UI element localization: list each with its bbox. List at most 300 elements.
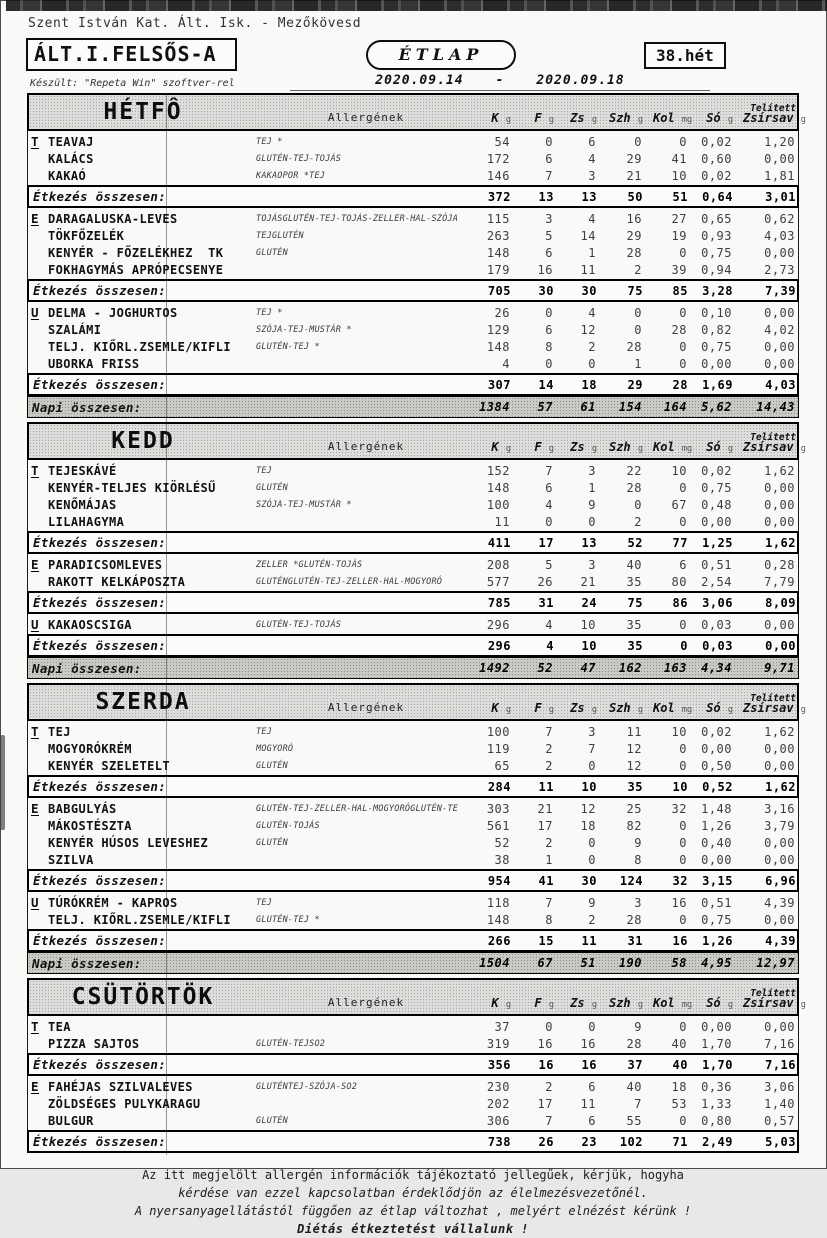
value-so: 1,70 bbox=[701, 1036, 732, 1051]
value-k: 303 bbox=[486, 801, 510, 816]
scan-noise-band bbox=[6, 0, 827, 11]
total-value-kol: 77 bbox=[672, 535, 688, 550]
daily-value-kol: 58 bbox=[671, 956, 687, 970]
daily-value-k: 1504 bbox=[479, 956, 510, 970]
dish-name: LILAHAGYMA bbox=[48, 514, 125, 529]
value-zs: 4 bbox=[588, 211, 596, 226]
value-k: 118 bbox=[486, 895, 510, 910]
daily-value-szh: 154 bbox=[618, 400, 642, 414]
daily-value-szh: 190 bbox=[618, 956, 642, 970]
col-header-tzs: Telített Zsírsav g bbox=[743, 693, 806, 715]
meal-letter: U bbox=[31, 305, 39, 320]
total-value-k: 411 bbox=[487, 535, 511, 550]
value-kol: 0 bbox=[679, 356, 687, 371]
meal-letter: E bbox=[31, 557, 39, 572]
menu-row bbox=[28, 150, 798, 167]
total-value-tzs: 7,39 bbox=[765, 283, 796, 298]
dish-name: BABGULYÁS bbox=[48, 801, 117, 816]
col-header-zs: Zs g bbox=[570, 111, 597, 125]
total-value-kol: 51 bbox=[672, 189, 688, 204]
value-kol: 0 bbox=[679, 835, 687, 850]
menu-row bbox=[28, 851, 798, 868]
value-szh: 55 bbox=[626, 1113, 642, 1128]
dish-name: DARAGALUSKA-LEVES bbox=[48, 211, 178, 226]
value-k: 100 bbox=[486, 724, 510, 739]
value-so: 0,02 bbox=[701, 724, 732, 739]
value-tzs: 0,00 bbox=[764, 617, 795, 632]
value-szh: 28 bbox=[626, 480, 642, 495]
dish-allergens: ZELLER *GLUTÉN-TOJÁS bbox=[256, 559, 363, 570]
value-zs: 0 bbox=[588, 1019, 596, 1034]
total-value-k: 284 bbox=[487, 779, 511, 794]
meal-total-row bbox=[27, 929, 799, 952]
total-value-k: 372 bbox=[487, 189, 511, 204]
total-value-f: 31 bbox=[538, 595, 554, 610]
menu-row bbox=[28, 723, 798, 740]
daily-value-f: 57 bbox=[537, 400, 553, 414]
col-header-k: K g bbox=[491, 440, 511, 454]
footer-notes bbox=[27, 1166, 799, 1238]
col-header-so: Só g bbox=[706, 440, 733, 454]
col-header-zs: Zs g bbox=[570, 440, 597, 454]
value-kol: 27 bbox=[671, 211, 687, 226]
value-k: 148 bbox=[486, 480, 510, 495]
total-value-zs: 10 bbox=[581, 638, 597, 653]
total-value-tzs: 7,16 bbox=[765, 1057, 796, 1072]
value-kol: 41 bbox=[671, 151, 687, 166]
meal-rows bbox=[27, 554, 799, 591]
meal-total-label: Étkezés összesen: bbox=[33, 873, 167, 888]
total-value-szh: 75 bbox=[627, 283, 643, 298]
meal-total-row bbox=[27, 185, 799, 208]
value-so: 0,00 bbox=[701, 852, 732, 867]
total-value-zs: 18 bbox=[581, 377, 597, 392]
menu-row bbox=[28, 911, 798, 928]
value-tzs: 3,79 bbox=[764, 818, 795, 833]
total-value-szh: 50 bbox=[627, 189, 643, 204]
daily-value-zs: 51 bbox=[580, 956, 596, 970]
value-kol: 0 bbox=[679, 818, 687, 833]
value-k: 148 bbox=[486, 912, 510, 927]
col-header-tzs: Telített Zsírsav g bbox=[743, 988, 806, 1010]
value-so: 0,00 bbox=[701, 1019, 732, 1034]
menu-row bbox=[28, 210, 798, 227]
dish-name: MOGYORÓKRÉM bbox=[48, 741, 132, 756]
value-so: 0,75 bbox=[701, 339, 732, 354]
value-f: 6 bbox=[545, 245, 553, 260]
value-szh: 11 bbox=[626, 724, 642, 739]
day-header bbox=[27, 978, 806, 1016]
dish-allergens: TOJÁSGLUTÉN-TEJ-TOJÁS-ZELLER-HAL-SZÓJA bbox=[256, 213, 459, 224]
dish-allergens: TEJ * bbox=[256, 136, 283, 147]
value-tzs: 1,81 bbox=[764, 168, 795, 183]
value-kol: 19 bbox=[671, 228, 687, 243]
col-header-szh: Szh g bbox=[608, 701, 643, 715]
day-total-row bbox=[27, 657, 799, 679]
menu-row bbox=[28, 834, 798, 851]
daily-value-tzs: 14,43 bbox=[756, 400, 795, 414]
total-value-kol: 40 bbox=[672, 1057, 688, 1072]
allergens-column-header: Allergének bbox=[327, 440, 405, 453]
value-f: 7 bbox=[545, 895, 553, 910]
value-kol: 80 bbox=[671, 574, 687, 589]
class-name: ÁLT.I.FELSŐS-A bbox=[34, 42, 217, 66]
menu-row bbox=[28, 304, 798, 321]
meal-total-label: Étkezés összesen: bbox=[33, 1057, 167, 1072]
value-k: 115 bbox=[486, 211, 510, 226]
menu-row bbox=[28, 1035, 798, 1052]
menu-row bbox=[28, 261, 798, 278]
meal-total-row bbox=[27, 869, 799, 892]
total-value-zs: 13 bbox=[581, 535, 597, 550]
value-k: 119 bbox=[486, 741, 510, 756]
value-k: 296 bbox=[486, 617, 510, 632]
menu-row bbox=[28, 616, 798, 633]
value-tzs: 4,39 bbox=[764, 895, 795, 910]
value-f: 2 bbox=[545, 1079, 553, 1094]
total-value-zs: 10 bbox=[581, 779, 597, 794]
allergens-column-header: Allergének bbox=[327, 701, 405, 714]
value-f: 16 bbox=[537, 1036, 553, 1051]
meal-rows bbox=[27, 798, 799, 869]
dish-name: SZILVA bbox=[48, 852, 94, 867]
value-szh: 28 bbox=[626, 1036, 642, 1051]
total-value-so: 1,70 bbox=[702, 1057, 733, 1072]
value-k: 306 bbox=[486, 1113, 510, 1128]
value-f: 17 bbox=[537, 818, 553, 833]
value-szh: 16 bbox=[626, 211, 642, 226]
menu-row bbox=[28, 740, 798, 757]
dish-name: TELJ. KIŐRL.ZSEMLE/KIFLI bbox=[48, 912, 231, 927]
dish-name: TEA bbox=[48, 1019, 71, 1034]
value-tzs: 0,62 bbox=[764, 211, 795, 226]
total-value-szh: 35 bbox=[627, 779, 643, 794]
total-value-tzs: 1,62 bbox=[765, 535, 796, 550]
dish-allergens: GLUTÉN bbox=[256, 760, 288, 771]
menu-row bbox=[28, 1095, 798, 1112]
dish-allergens: TEJ bbox=[256, 726, 272, 737]
value-szh: 12 bbox=[626, 741, 642, 756]
value-k: 561 bbox=[486, 818, 510, 833]
value-tzs: 0,00 bbox=[764, 356, 795, 371]
dish-allergens: GLUTÉN-TEJSO2 bbox=[256, 1038, 326, 1049]
daily-value-k: 1492 bbox=[479, 661, 510, 675]
total-value-f: 17 bbox=[538, 535, 554, 550]
total-value-so: 3,15 bbox=[702, 873, 733, 888]
value-szh: 29 bbox=[626, 228, 642, 243]
total-value-szh: 35 bbox=[627, 638, 643, 653]
value-zs: 11 bbox=[580, 262, 596, 277]
meal-letter: T bbox=[31, 134, 39, 149]
value-so: 0,93 bbox=[701, 228, 732, 243]
dish-name: KAKAÓ bbox=[48, 168, 87, 183]
date-range bbox=[290, 73, 710, 91]
value-szh: 28 bbox=[626, 245, 642, 260]
value-f: 2 bbox=[545, 835, 553, 850]
meal-letter: T bbox=[31, 724, 39, 739]
value-kol: 0 bbox=[679, 852, 687, 867]
total-value-k: 954 bbox=[487, 873, 511, 888]
total-value-tzs: 4,03 bbox=[765, 377, 796, 392]
value-zs: 3 bbox=[588, 168, 596, 183]
meal-total-label: Étkezés összesen: bbox=[33, 1134, 167, 1149]
value-tzs: 0,00 bbox=[764, 245, 795, 260]
value-k: 4 bbox=[502, 356, 510, 371]
dish-name: KENYÉR SZELETELT bbox=[48, 758, 170, 773]
dish-allergens: GLUTÉN bbox=[256, 482, 288, 493]
day-name: KEDD bbox=[111, 428, 175, 454]
value-tzs: 0,00 bbox=[764, 835, 795, 850]
value-so: 0,02 bbox=[701, 463, 732, 478]
total-value-so: 3,28 bbox=[702, 283, 733, 298]
daily-value-so: 4,95 bbox=[701, 956, 732, 970]
day-header bbox=[27, 93, 806, 131]
value-tzs: 0,00 bbox=[764, 514, 795, 529]
value-szh: 0 bbox=[634, 497, 642, 512]
col-header-kol: Kol mg bbox=[653, 440, 693, 454]
value-kol: 0 bbox=[679, 245, 687, 260]
value-tzs: 2,73 bbox=[764, 262, 795, 277]
footer-note-allergens: Az itt megjelölt allergén információk tájékoztató jellegűek, kérjük, hogyha bbox=[142, 1168, 684, 1182]
menu-content bbox=[27, 93, 806, 1238]
total-value-f: 15 bbox=[538, 933, 554, 948]
dish-name: PIZZA SAJTOS bbox=[48, 1036, 140, 1051]
value-szh: 0 bbox=[634, 322, 642, 337]
dish-allergens: KAKAOPOR *TEJ bbox=[256, 170, 326, 181]
total-value-f: 41 bbox=[538, 873, 554, 888]
total-value-kol: 28 bbox=[672, 377, 688, 392]
value-k: 11 bbox=[494, 514, 510, 529]
col-header-so: Só g bbox=[706, 111, 733, 125]
total-value-zs: 11 bbox=[581, 933, 597, 948]
value-zs: 3 bbox=[588, 463, 596, 478]
value-tzs: 4,02 bbox=[764, 322, 795, 337]
value-so: 0,94 bbox=[701, 262, 732, 277]
value-kol: 18 bbox=[671, 1079, 687, 1094]
meal-letter: U bbox=[31, 617, 39, 632]
total-value-tzs: 0,00 bbox=[765, 638, 796, 653]
value-kol: 0 bbox=[679, 1019, 687, 1034]
value-tzs: 3,16 bbox=[764, 801, 795, 816]
value-szh: 22 bbox=[626, 463, 642, 478]
value-zs: 12 bbox=[580, 322, 596, 337]
total-value-tzs: 6,96 bbox=[765, 873, 796, 888]
dish-name: KENYÉR-TELJES KIÖRLÉSŰ bbox=[48, 480, 216, 495]
allergens-column-header: Allergének bbox=[327, 996, 405, 1009]
dish-allergens: TEJ bbox=[256, 465, 272, 476]
meal-total-row bbox=[27, 634, 799, 657]
value-k: 129 bbox=[486, 322, 510, 337]
dish-allergens: GLUTÉN-TEJ * bbox=[256, 341, 320, 352]
day-header bbox=[27, 683, 806, 721]
meal-total-row bbox=[27, 775, 799, 798]
day-name: HÉTFÔ bbox=[103, 99, 183, 125]
menu-row bbox=[28, 817, 798, 834]
meal-total-row bbox=[27, 373, 799, 396]
week-label: 38.hét bbox=[656, 46, 714, 65]
total-value-kol: 10 bbox=[672, 779, 688, 794]
meal-total-label: Étkezés összesen: bbox=[33, 595, 167, 610]
value-zs: 16 bbox=[580, 1036, 596, 1051]
total-value-szh: 102 bbox=[619, 1134, 643, 1149]
value-so: 0,00 bbox=[701, 741, 732, 756]
value-zs: 0 bbox=[588, 356, 596, 371]
col-header-f: F g bbox=[534, 111, 554, 125]
total-value-so: 1,26 bbox=[702, 933, 733, 948]
total-value-zs: 16 bbox=[581, 1057, 597, 1072]
value-tzs: 4,03 bbox=[764, 228, 795, 243]
total-value-zs: 24 bbox=[581, 595, 597, 610]
value-szh: 21 bbox=[626, 168, 642, 183]
value-szh: 9 bbox=[634, 835, 642, 850]
dish-name: KALÁCS bbox=[48, 151, 94, 166]
value-szh: 82 bbox=[626, 818, 642, 833]
dish-name: MÁKOSTÉSZTA bbox=[48, 818, 132, 833]
day-total-label: Napi összesen: bbox=[32, 399, 142, 415]
daily-value-so: 4,34 bbox=[701, 661, 732, 675]
dish-name: PARADICSOMLEVES bbox=[48, 557, 163, 572]
value-zs: 11 bbox=[580, 1096, 596, 1111]
value-f: 0 bbox=[545, 356, 553, 371]
value-szh: 3 bbox=[634, 895, 642, 910]
value-so: 0,02 bbox=[701, 168, 732, 183]
school-name: Szent István Kat. Ált. Isk. - Mezőkövesd bbox=[28, 16, 362, 31]
value-szh: 2 bbox=[634, 262, 642, 277]
dish-name: ZÖLDSÉGES PULYKARAGU bbox=[48, 1096, 201, 1111]
value-zs: 14 bbox=[580, 228, 596, 243]
value-zs: 9 bbox=[588, 895, 596, 910]
value-f: 7 bbox=[545, 168, 553, 183]
value-so: 0,82 bbox=[701, 322, 732, 337]
value-tzs: 0,57 bbox=[764, 1113, 795, 1128]
col-header-so: Só g bbox=[706, 701, 733, 715]
meal-total-row bbox=[27, 279, 799, 302]
value-kol: 0 bbox=[679, 339, 687, 354]
dish-name: KENŐMÁJAS bbox=[48, 497, 117, 512]
meal-rows bbox=[27, 460, 799, 531]
value-zs: 2 bbox=[588, 912, 596, 927]
value-szh: 40 bbox=[626, 1079, 642, 1094]
value-zs: 6 bbox=[588, 1113, 596, 1128]
value-so: 0,50 bbox=[701, 758, 732, 773]
value-so: 1,26 bbox=[701, 818, 732, 833]
meal-letter: U bbox=[31, 895, 39, 910]
value-k: 172 bbox=[486, 151, 510, 166]
dish-name: TEJ bbox=[48, 724, 71, 739]
menu-row bbox=[28, 573, 798, 590]
col-header-kol: Kol mg bbox=[653, 111, 693, 125]
dish-name: KENYÉR - FŐZELÉKHEZ TK bbox=[48, 245, 224, 260]
meal-total-label: Étkezés összesen: bbox=[33, 933, 167, 948]
value-tzs: 0,00 bbox=[764, 151, 795, 166]
dish-name: FAHÉJAS SZILVALEVES bbox=[48, 1079, 193, 1094]
value-tzs: 1,62 bbox=[764, 724, 795, 739]
value-f: 1 bbox=[545, 852, 553, 867]
total-value-kol: 16 bbox=[672, 933, 688, 948]
value-kol: 0 bbox=[679, 758, 687, 773]
value-so: 0,40 bbox=[701, 835, 732, 850]
total-value-so: 2,49 bbox=[702, 1134, 733, 1149]
value-k: 100 bbox=[486, 497, 510, 512]
menu-row bbox=[28, 338, 798, 355]
value-k: 37 bbox=[494, 1019, 510, 1034]
menu-row bbox=[28, 1078, 798, 1095]
col-header-tzs: Telített Zsírsav g bbox=[743, 103, 806, 125]
value-zs: 4 bbox=[588, 305, 596, 320]
total-value-f: 30 bbox=[538, 283, 554, 298]
dish-allergens: GLUTÉN bbox=[256, 247, 288, 258]
value-kol: 53 bbox=[671, 1096, 687, 1111]
col-header-line1: Telített bbox=[750, 693, 796, 704]
menu-row bbox=[28, 556, 798, 573]
value-tzs: 0,00 bbox=[764, 305, 795, 320]
value-tzs: 1,20 bbox=[764, 134, 795, 149]
value-f: 7 bbox=[545, 463, 553, 478]
total-value-szh: 37 bbox=[627, 1057, 643, 1072]
value-so: 0,10 bbox=[701, 305, 732, 320]
value-f: 0 bbox=[545, 305, 553, 320]
meal-rows bbox=[27, 892, 799, 929]
meal-letter: T bbox=[31, 1019, 39, 1034]
menu-row bbox=[28, 244, 798, 261]
total-value-tzs: 5,03 bbox=[765, 1134, 796, 1149]
dish-allergens: GLUTÉNGLUTÉN-TEJ-ZELLER-HAL-MOGYORÓ bbox=[256, 576, 443, 587]
daily-value-k: 1384 bbox=[479, 400, 510, 414]
meal-letter: E bbox=[31, 211, 39, 226]
value-k: 148 bbox=[486, 339, 510, 354]
value-kol: 10 bbox=[671, 168, 687, 183]
value-kol: 0 bbox=[679, 305, 687, 320]
col-header-f: F g bbox=[534, 440, 554, 454]
value-szh: 35 bbox=[626, 574, 642, 589]
day-total-label: Napi összesen: bbox=[32, 660, 142, 676]
value-so: 0,75 bbox=[701, 912, 732, 927]
allergens-column-header: Allergének bbox=[327, 111, 405, 124]
total-value-f: 26 bbox=[538, 1134, 554, 1149]
total-value-szh: 31 bbox=[627, 933, 643, 948]
software-credit: Készült: "Repeta Win" szoftver-rel bbox=[30, 78, 235, 89]
value-zs: 12 bbox=[580, 801, 596, 816]
dish-name: FOKHAGYMÁS APRÓPECSENYE bbox=[48, 262, 224, 277]
value-tzs: 0,00 bbox=[764, 339, 795, 354]
value-szh: 1 bbox=[634, 356, 642, 371]
daily-value-kol: 164 bbox=[663, 400, 687, 414]
value-so: 1,48 bbox=[701, 801, 732, 816]
dish-allergens: TEJGLUTÉN bbox=[256, 230, 304, 241]
dish-allergens: SZÓJA-TEJ-MUSTÁR * bbox=[256, 324, 352, 335]
value-tzs: 0,00 bbox=[764, 497, 795, 512]
value-so: 0,75 bbox=[701, 245, 732, 260]
meal-total-row bbox=[27, 531, 799, 554]
total-value-kol: 86 bbox=[672, 595, 688, 610]
value-kol: 6 bbox=[679, 557, 687, 572]
value-f: 0 bbox=[545, 514, 553, 529]
value-zs: 2 bbox=[588, 339, 596, 354]
day-total-label: Napi összesen: bbox=[32, 955, 142, 971]
value-szh: 7 bbox=[634, 1096, 642, 1111]
value-kol: 0 bbox=[679, 134, 687, 149]
value-szh: 0 bbox=[634, 305, 642, 320]
value-szh: 8 bbox=[634, 852, 642, 867]
day-name: CSÜTÖRTÖK bbox=[71, 984, 215, 1010]
total-value-so: 0,03 bbox=[702, 638, 733, 653]
value-k: 152 bbox=[486, 463, 510, 478]
value-szh: 12 bbox=[626, 758, 642, 773]
meal-rows bbox=[27, 131, 799, 185]
meal-rows bbox=[27, 1076, 799, 1130]
dish-name: TELJ. KIŐRL.ZSEMLE/KIFLI bbox=[48, 339, 231, 354]
value-zs: 18 bbox=[580, 818, 596, 833]
